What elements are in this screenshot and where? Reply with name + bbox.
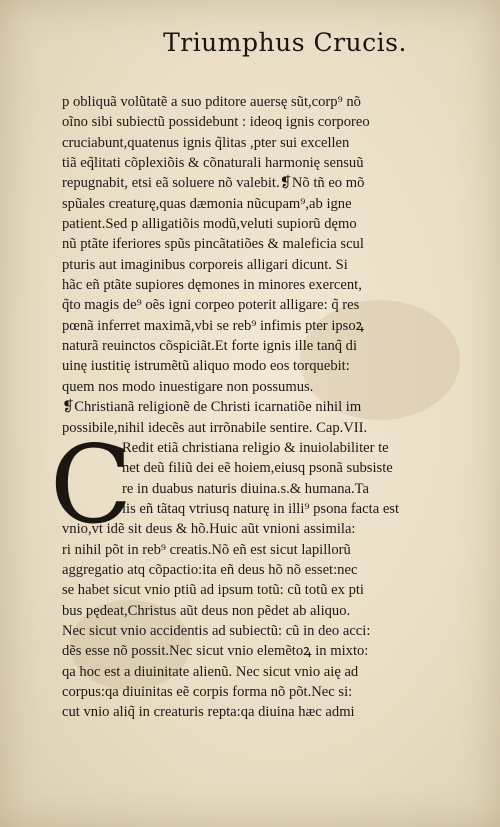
text-line: q̃to magis de⁹ oẽs igni corpeo poterit alligare: q̃ res	[62, 297, 360, 314]
running-title: Triumphus Crucis.	[163, 28, 407, 57]
text-line: pturis aut imaginibus corporeis alligari dicunt. Si	[62, 256, 348, 273]
text-line: hãc eñ ptãte supiores dęmones in minores exercent,	[62, 277, 362, 294]
text-line: bus pędeat,Christus aũt deus non pẽdet ab aliquo.	[62, 602, 351, 619]
text-lines-bottom	[62, 519, 480, 722]
text-line: cut vnio aliq̃ in creaturis repta:qa diuina hæc admi	[62, 704, 355, 721]
text-line: repugnabit, etsi eã soluere nõ valebit.❡Nõ tñ eo mõ	[62, 175, 365, 192]
text-line: oĩno sibi subiectũ possidebunt : ideoq ignis corporeo	[62, 114, 370, 131]
text-line: pœnã inferret maximã,vbi se reb⁹ infimis pter ipsoꝝ	[62, 317, 365, 334]
text-line: ❡Christianã religionẽ de Christi icarnatiõe nihil im	[62, 399, 362, 416]
text-line: quem nos modo inuestigare non possumus.	[62, 378, 314, 395]
text-block	[49, 92, 480, 723]
text-line: nũ ptãte iferiores spũs pincãtatiões & maleficia scul	[62, 236, 364, 253]
text-lines-top	[62, 92, 480, 438]
text-line: tiã eq̃litati cõplexiõis & cõnaturali harmonię sensuũ	[62, 155, 364, 172]
text-line: net deũ filiũ dei eẽ hoiem,eiusq psonã subsiste	[122, 460, 393, 477]
text-line: vnio,vt idẽ sit deus & hõ.Huic aũt vnioni assimila:	[62, 521, 356, 538]
text-line: spũales creaturę,quas dæmonia nũcupam⁹,ab igne	[62, 195, 352, 212]
text-line: Nec sicut vnio accidentis ad subiectũ: cũ in deo acci:	[62, 622, 371, 639]
text-line: naturã reuinctos cõspiciãt.Et forte ignis ille tanq̃ di	[62, 338, 358, 355]
initial-capital: C	[49, 422, 133, 548]
text-line: dẽs esse nõ possit.Nec sicut vnio elemẽtoꝝ in mixto:	[62, 643, 369, 660]
text-line: corpus:qa diuinitas eẽ corpis forma nõ põt.Nec si:	[62, 683, 353, 700]
text-line: ri nihil põt in reb⁹ creatis.Nõ eñ est sicut lapillorũ	[62, 541, 351, 558]
text-line: patient.Sed p alligatiõis modũ,veluti supiorũ dęmo	[62, 216, 357, 233]
text-line: re in duabus naturis diuina.s.& humana.Ta	[122, 480, 370, 497]
text-line: p obliquã volũtatẽ a suo pditore auersę sũt,corp⁹ nõ	[62, 94, 361, 110]
text-line: possibile,nihil idecẽs aut irrõnabile sentire. Cap.VII.	[62, 419, 368, 436]
text-line: cruciabunt,quatenus ignis q̃litas ,pter sui excellen	[62, 134, 350, 151]
text-line: se habet sicut vnio ptiũ ad ipsum totũ: cũ totũ ex pti	[62, 582, 364, 599]
text-line: Redit etiã christiana religio & inuiolabiliter te	[122, 439, 389, 456]
text-line: lis eñ tãtaq vtriusq naturę in illi⁹ psona facta est	[122, 500, 400, 517]
text-line: uinę iustitię istrumẽtũ aliquo modo eos torquebit:	[62, 358, 350, 375]
text-line: aggregatio atq cõpactio:ita eñ deus hõ nõ esset:nec	[62, 561, 358, 578]
page-header	[0, 28, 500, 57]
text-line: qa hoc est a diuinitate alienũ. Nec sicut vnio aię ad	[62, 663, 359, 680]
